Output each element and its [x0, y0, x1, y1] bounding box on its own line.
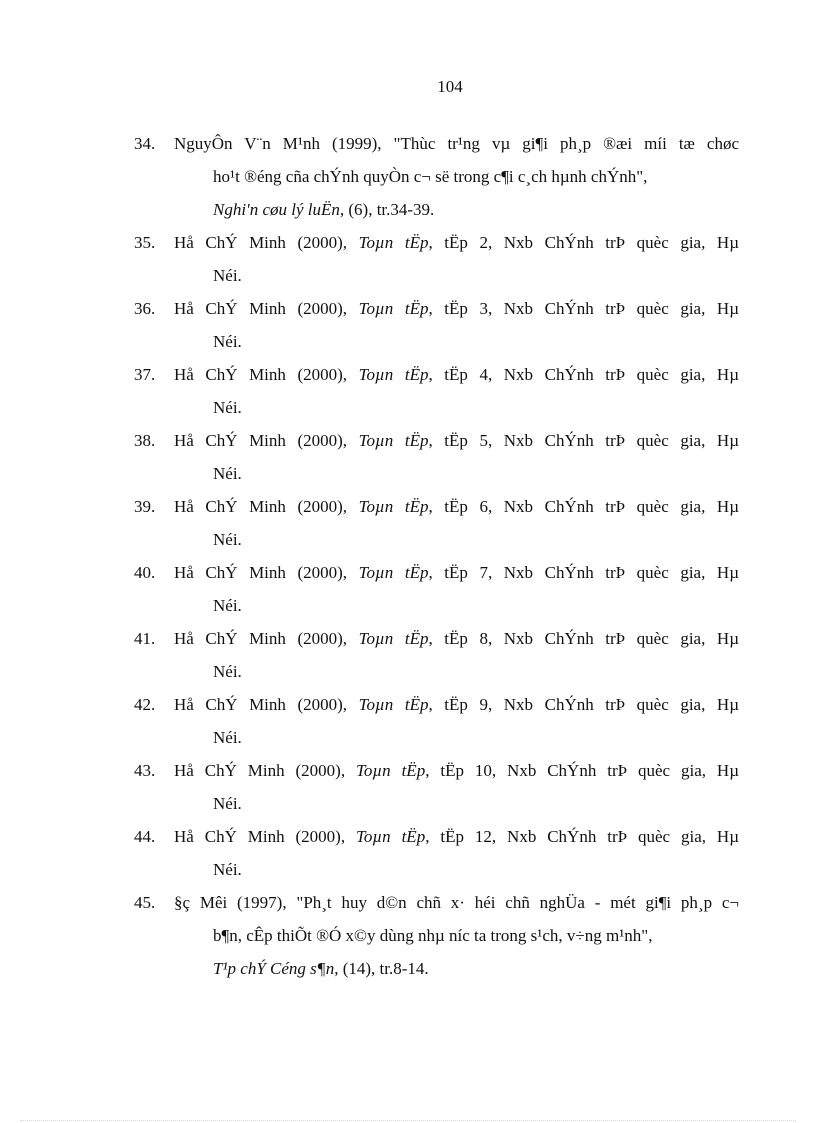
reference-text-line1	[174, 226, 739, 259]
reference-details: , tËp 3, Nxb ChÝnh trÞ quèc gia, Hµ	[428, 299, 739, 318]
reference-number: 43.	[134, 761, 156, 780]
reference-source	[174, 193, 739, 226]
reference-item-40	[134, 556, 739, 622]
reference-details: , tËp 8, Nxb ChÝnh trÞ quèc gia, Hµ	[428, 629, 739, 648]
reference-item-34	[134, 127, 739, 226]
book-title: Toµn tËp	[355, 827, 426, 846]
reference-text-line1	[174, 424, 739, 457]
reference-details: , (14), tr.8-14.	[334, 959, 429, 978]
reference-text-line1: §ç Mêi (1997), "Ph¸t huy d©n chñ x· héi chñ nghÜa - mét gi¶i ph¸p c¬	[174, 893, 739, 912]
author-year: Hå ChÝ Minh (2000),	[174, 827, 356, 846]
reference-item-41	[134, 622, 739, 688]
author-year: Hå ChÝ Minh (2000),	[174, 497, 359, 516]
book-title: Toµn tËp	[358, 299, 429, 318]
reference-item-39	[134, 490, 739, 556]
reference-text-line2: b¶n, cÊp thiÕt ®Ó x©y dùng nhµ níc ta trong s¹ch, v÷ng m¹nh",	[213, 926, 653, 945]
book-title: Toµn tËp	[358, 431, 429, 450]
reference-source	[174, 952, 739, 985]
author-year: Hå ChÝ Minh (2000),	[174, 629, 359, 648]
reference-text-line1	[174, 358, 739, 391]
book-title: Toµn tËp	[358, 497, 429, 516]
book-title: Toµn tËp	[358, 365, 429, 384]
reference-city: Néi.	[213, 596, 242, 615]
reference-details: , (6), tr.34-39.	[339, 200, 435, 219]
reference-details: , tËp 4, Nxb ChÝnh trÞ quèc gia, Hµ	[428, 365, 739, 384]
reference-number: 35.	[134, 233, 156, 252]
reference-city: Néi.	[213, 266, 242, 285]
reference-number: 42.	[134, 695, 156, 714]
reference-details: , tËp 10, Nxb ChÝnh trÞ quèc gia, Hµ	[425, 761, 739, 780]
book-title: Toµn tËp	[358, 695, 429, 714]
reference-number: 41.	[134, 629, 156, 648]
reference-text-line1	[174, 292, 739, 325]
reference-city: Néi.	[213, 398, 242, 417]
reference-item-42	[134, 688, 739, 754]
journal-title: Nghi'n cøu lý luËn	[213, 200, 340, 219]
page-number: 104	[437, 77, 463, 96]
reference-details: , tËp 12, Nxb ChÝnh trÞ quèc gia, Hµ	[425, 827, 739, 846]
reference-item-45	[134, 886, 739, 985]
reference-list	[134, 127, 739, 985]
author-year: Hå ChÝ Minh (2000),	[174, 563, 359, 582]
reference-city: Néi.	[213, 794, 242, 813]
author-year: Hå ChÝ Minh (2000),	[174, 761, 356, 780]
reference-item-43	[134, 754, 739, 820]
author-year: Hå ChÝ Minh (2000),	[174, 365, 359, 384]
reference-city: Néi.	[213, 728, 242, 747]
reference-city: Néi.	[213, 860, 242, 879]
reference-text-line1: NguyÔn V¨n M¹nh (1999), "Thùc tr¹ng vµ gi¶i ph¸p ®æi míi tæ chøc	[174, 134, 739, 153]
reference-city: Néi.	[213, 464, 242, 483]
reference-text-line2: ho¹t ®éng cña chÝnh quyÒn c¬ së trong c¶i c¸ch hµnh chÝnh",	[213, 167, 648, 186]
reference-item-44	[134, 820, 739, 886]
reference-city: Néi.	[213, 332, 242, 351]
reference-number: 37.	[134, 365, 156, 384]
reference-item-36	[134, 292, 739, 358]
reference-number: 39.	[134, 497, 156, 516]
reference-number: 44.	[134, 827, 156, 846]
reference-city: Néi.	[213, 662, 242, 681]
reference-city: Néi.	[213, 530, 242, 549]
reference-text-line1	[174, 820, 739, 853]
reference-number: 34.	[134, 134, 156, 153]
author-year: Hå ChÝ Minh (2000),	[174, 431, 359, 450]
reference-details: , tËp 7, Nxb ChÝnh trÞ quèc gia, Hµ	[428, 563, 739, 582]
reference-text-line1	[174, 688, 739, 721]
reference-details: , tËp 6, Nxb ChÝnh trÞ quèc gia, Hµ	[428, 497, 739, 516]
reference-text-line1	[174, 556, 739, 589]
reference-details: , tËp 2, Nxb ChÝnh trÞ quèc gia, Hµ	[428, 233, 739, 252]
book-title: Toµn tËp	[358, 563, 429, 582]
reference-item-38	[134, 424, 739, 490]
reference-number: 45.	[134, 893, 156, 912]
reference-item-37	[134, 358, 739, 424]
author-year: Hå ChÝ Minh (2000),	[174, 233, 359, 252]
reference-text-line1	[174, 622, 739, 655]
book-title: Toµn tËp	[358, 233, 429, 252]
journal-title: T¹p chÝ Céng s¶n	[213, 959, 335, 978]
reference-number: 40.	[134, 563, 156, 582]
reference-number: 36.	[134, 299, 156, 318]
reference-text-line1	[174, 490, 739, 523]
reference-details: , tËp 9, Nxb ChÝnh trÞ quèc gia, Hµ	[428, 695, 739, 714]
reference-number: 38.	[134, 431, 156, 450]
book-title: Toµn tËp	[358, 629, 429, 648]
page-bottom-divider	[20, 1120, 796, 1121]
reference-text-line1	[174, 754, 739, 787]
reference-item-35	[134, 226, 739, 292]
book-title: Toµn tËp	[355, 761, 426, 780]
reference-details: , tËp 5, Nxb ChÝnh trÞ quèc gia, Hµ	[428, 431, 739, 450]
author-year: Hå ChÝ Minh (2000),	[174, 299, 359, 318]
author-year: Hå ChÝ Minh (2000),	[174, 695, 359, 714]
